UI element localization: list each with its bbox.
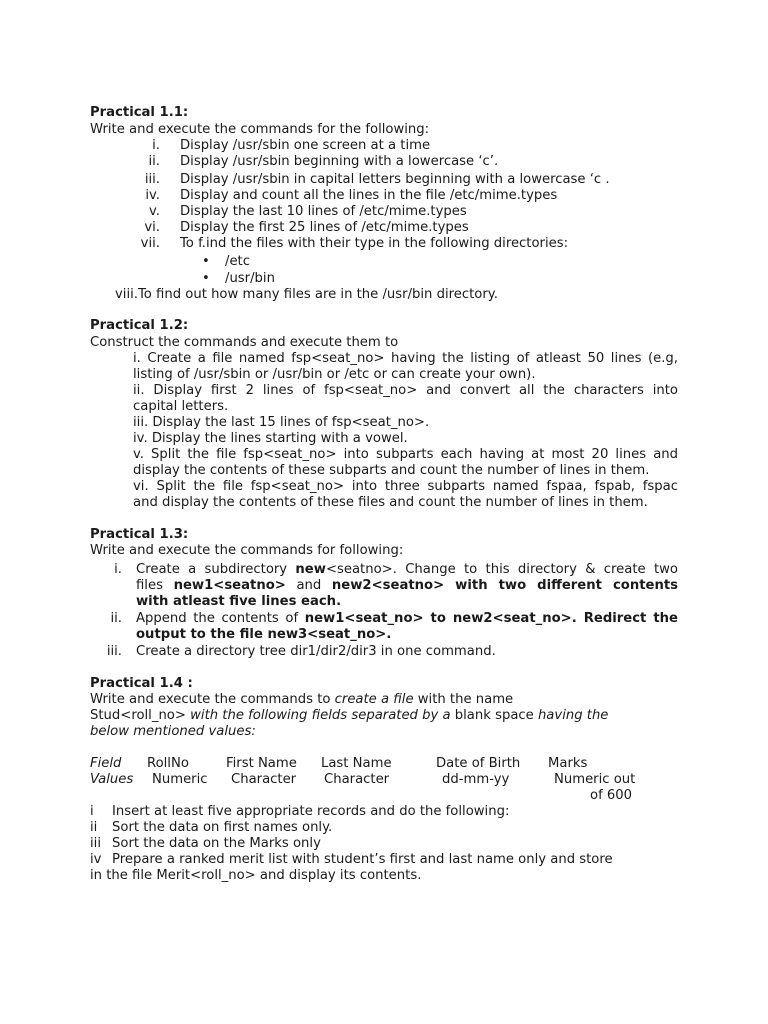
list-number: ii.	[110, 611, 122, 626]
list-item: ii. Display first 2 lines of fsp<seat_no> and convert all the characters into	[133, 383, 678, 398]
list-item-continued: capital letters.	[133, 399, 229, 414]
task-item: Insert at least five appropriate records and do the following:	[112, 804, 510, 819]
list-item: Create a subdirectory new<seatno>. Change to this directory & create two	[136, 562, 678, 577]
list-number: iii.	[106, 644, 122, 659]
list-item: Display the first 25 lines of /etc/mime.types	[180, 220, 469, 235]
list-item: To f.ind the files with their type in the following directories:	[180, 236, 569, 251]
field-header: Date of Birth	[436, 756, 521, 771]
practical-1-3-intro: Write and execute the commands for following:	[90, 543, 404, 558]
practical-1-4-intro: Write and execute the commands to create a file with the name	[90, 692, 514, 707]
list-number: i.	[114, 562, 122, 577]
field-value-continued: of 600	[590, 788, 633, 803]
values-label: Values	[90, 772, 134, 787]
practical-1-3-title: Practical 1.3:	[90, 527, 189, 542]
list-item-continued: and display the contents of these files and count the number of lines in them.	[133, 495, 648, 510]
list-item-continued: display the contents of these subparts and count the number of lines in them.	[133, 463, 650, 478]
list-item-continued: with atleast five lines each.	[136, 594, 342, 609]
list-number: i.	[152, 138, 160, 153]
list-item: iii. Display the last 15 lines of fsp<seat_no>.	[133, 415, 430, 430]
list-item-continued: listing of /usr/sbin or /usr/bin or /etc or can create your own).	[133, 367, 536, 382]
field-header: First Name	[226, 756, 297, 771]
field-value: Character	[324, 772, 390, 787]
task-item: Sort the data on the Marks only	[112, 836, 321, 851]
bullet-icon: •	[202, 271, 210, 286]
field-value: Numeric out	[554, 772, 636, 787]
list-item: vi. Split the file fsp<seat_no> into three subparts named fspaa, fspab, fspac	[133, 479, 678, 494]
list-item: Display the last 10 lines of /etc/mime.types	[180, 204, 467, 219]
field-value: Numeric	[152, 772, 208, 787]
task-item: Prepare a ranked merit list with student’s first and last name only and store	[112, 852, 613, 867]
list-item: v. Split the file fsp<seat_no> into subparts each having at most 20 lines and	[133, 447, 678, 462]
list-number: iii.	[144, 172, 160, 187]
list-item: Append the contents of new1<seat_no> to new2<seat_no>. Redirect the	[136, 611, 678, 626]
practical-1-4-intro-continued: below mentioned values:	[90, 724, 256, 739]
field-header: Last Name	[321, 756, 392, 771]
list-number: iv.	[145, 188, 160, 203]
list-item: Display /usr/sbin one screen at a time	[180, 138, 431, 153]
field-value: Character	[231, 772, 297, 787]
list-number: vi.	[144, 220, 160, 235]
list-item: iv. Display the lines starting with a vowel.	[133, 431, 408, 446]
practical-1-1-title: Practical 1.1:	[90, 105, 189, 120]
task-number: iv	[90, 852, 102, 867]
bullet-item: /usr/bin	[225, 271, 275, 286]
practical-1-2-intro: Construct the commands and execute them to	[90, 335, 399, 350]
task-item-continued: in the file Merit<roll_no> and display its contents.	[90, 868, 422, 883]
list-item: i. Create a file named fsp<seat_no> having the listing of atleast 50 lines (e.g,	[133, 351, 678, 366]
practical-1-4-intro-continued: Stud<roll_no> with the following fields separated by a blank space having the	[90, 708, 609, 723]
field-header: RollNo	[147, 756, 189, 771]
list-number: ii.	[148, 154, 160, 169]
practical-1-2-title: Practical 1.2:	[90, 318, 189, 333]
list-number: v.	[149, 204, 160, 219]
list-item: viii.To find out how many files are in the /usr/bin directory.	[115, 287, 498, 302]
list-item-continued: files new1<seatno> and new2<seatno> with two different contents	[136, 578, 678, 593]
field-label: Field	[90, 756, 122, 771]
list-number: vii.	[140, 236, 160, 251]
field-header: Marks	[548, 756, 588, 771]
list-item-continued: output to the file new3<seat_no>.	[136, 627, 392, 642]
field-value: dd-mm-yy	[442, 772, 510, 787]
bullet-item: /etc	[225, 254, 250, 269]
list-item: Display /usr/sbin in capital letters beginning with a lowercase ‘c .	[180, 172, 610, 187]
task-number: i	[90, 804, 94, 819]
list-item: Display /usr/sbin beginning with a lowercase ‘c’.	[180, 154, 499, 169]
practical-1-1-intro: Write and execute the commands for the following:	[90, 122, 430, 137]
task-item: Sort the data on first names only.	[112, 820, 333, 835]
bullet-icon: •	[202, 254, 210, 269]
list-item: Create a directory tree dir1/dir2/dir3 in one command.	[136, 644, 496, 659]
list-item: Display and count all the lines in the file /etc/mime.types	[180, 188, 558, 203]
task-number: ii	[90, 820, 98, 835]
task-number: iii	[90, 836, 101, 851]
practical-1-4-title: Practical 1.4 :	[90, 676, 193, 691]
